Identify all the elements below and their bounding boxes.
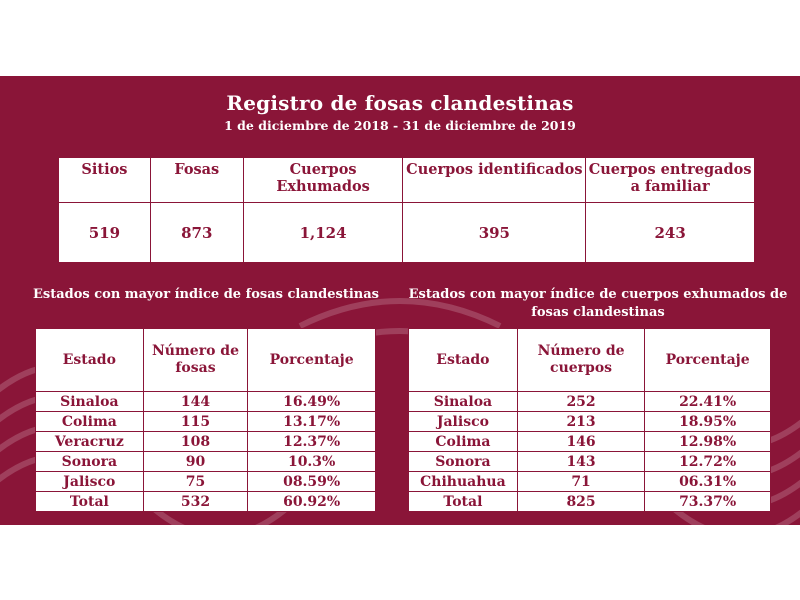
header-cuerpos-entregados: Cuerpos entregados a familiar <box>586 158 755 203</box>
table-header-row <box>409 329 771 392</box>
total-count: 532 <box>143 492 248 512</box>
table-row <box>36 412 376 432</box>
value-cuerpos-entregados: 243 <box>586 203 755 263</box>
table-row <box>409 412 771 432</box>
column-header: Número de cuerpos <box>517 329 644 392</box>
percent-cell: 22.41% <box>645 392 771 412</box>
state-name: Sinaloa <box>36 392 144 412</box>
value-fosas: 873 <box>150 203 243 263</box>
table-row <box>409 472 771 492</box>
table-row <box>36 472 376 492</box>
summary-table <box>58 157 755 263</box>
table-total-row <box>409 492 771 512</box>
cuerpos-section-title: Estados con mayor índice de cuerpos exhumados de fosas clandestinas <box>408 287 788 320</box>
table-total-row <box>36 492 376 512</box>
state-name: Colima <box>409 432 518 452</box>
column-header: Número de fosas <box>143 329 248 392</box>
percent-cell: 10.3% <box>248 452 376 472</box>
percent-cell: 12.72% <box>645 452 771 472</box>
header-cuerpos-exhumados: Cuerpos Exhumados <box>243 158 403 203</box>
total-percent: 73.37% <box>645 492 771 512</box>
state-name: Sonora <box>409 452 518 472</box>
header-fosas: Fosas <box>150 158 243 203</box>
state-name: Sinaloa <box>409 392 518 412</box>
header-cuerpos-identificados: Cuerpos identificados <box>403 158 586 203</box>
summary-value-row <box>59 203 755 263</box>
page-subtitle: 1 de diciembre de 2018 - 31 de diciembre de 2019 <box>224 118 576 133</box>
count-cell: 108 <box>143 432 248 452</box>
header-sitios: Sitios <box>59 158 151 203</box>
summary-header-row <box>59 158 755 203</box>
state-name: Veracruz <box>36 432 144 452</box>
percent-cell: 06.31% <box>645 472 771 492</box>
table-row <box>409 392 771 412</box>
table-row <box>36 452 376 472</box>
count-cell: 144 <box>143 392 248 412</box>
state-name: Chihuahua <box>409 472 518 492</box>
table-row <box>36 392 376 412</box>
percent-cell: 13.17% <box>248 412 376 432</box>
count-cell: 252 <box>517 392 644 412</box>
column-header: Porcentaje <box>645 329 771 392</box>
state-name: Jalisco <box>36 472 144 492</box>
value-cuerpos-exhumados: 1,124 <box>243 203 403 263</box>
total-count: 825 <box>517 492 644 512</box>
state-name: Colima <box>36 412 144 432</box>
count-cell: 213 <box>517 412 644 432</box>
column-header: Estado <box>409 329 518 392</box>
fosas-by-state-table <box>35 328 376 512</box>
fosas-section-title: Estados con mayor índice de fosas clandestinas <box>32 287 380 302</box>
value-sitios: 519 <box>59 203 151 263</box>
total-label: Total <box>36 492 144 512</box>
slide-background <box>0 76 800 525</box>
cuerpos-by-state-table <box>408 328 771 512</box>
table-row <box>409 452 771 472</box>
count-cell: 90 <box>143 452 248 472</box>
count-cell: 146 <box>517 432 644 452</box>
table-row <box>36 432 376 452</box>
table-row <box>409 432 771 452</box>
state-name: Jalisco <box>409 412 518 432</box>
value-cuerpos-identificados: 395 <box>403 203 586 263</box>
column-header: Porcentaje <box>248 329 376 392</box>
percent-cell: 18.95% <box>645 412 771 432</box>
percent-cell: 16.49% <box>248 392 376 412</box>
table-header-row <box>36 329 376 392</box>
count-cell: 71 <box>517 472 644 492</box>
count-cell: 115 <box>143 412 248 432</box>
count-cell: 143 <box>517 452 644 472</box>
state-name: Sonora <box>36 452 144 472</box>
total-label: Total <box>409 492 518 512</box>
percent-cell: 12.37% <box>248 432 376 452</box>
page-title: Registro de fosas clandestinas <box>226 91 574 115</box>
percent-cell: 08.59% <box>248 472 376 492</box>
count-cell: 75 <box>143 472 248 492</box>
column-header: Estado <box>36 329 144 392</box>
percent-cell: 12.98% <box>645 432 771 452</box>
total-percent: 60.92% <box>248 492 376 512</box>
